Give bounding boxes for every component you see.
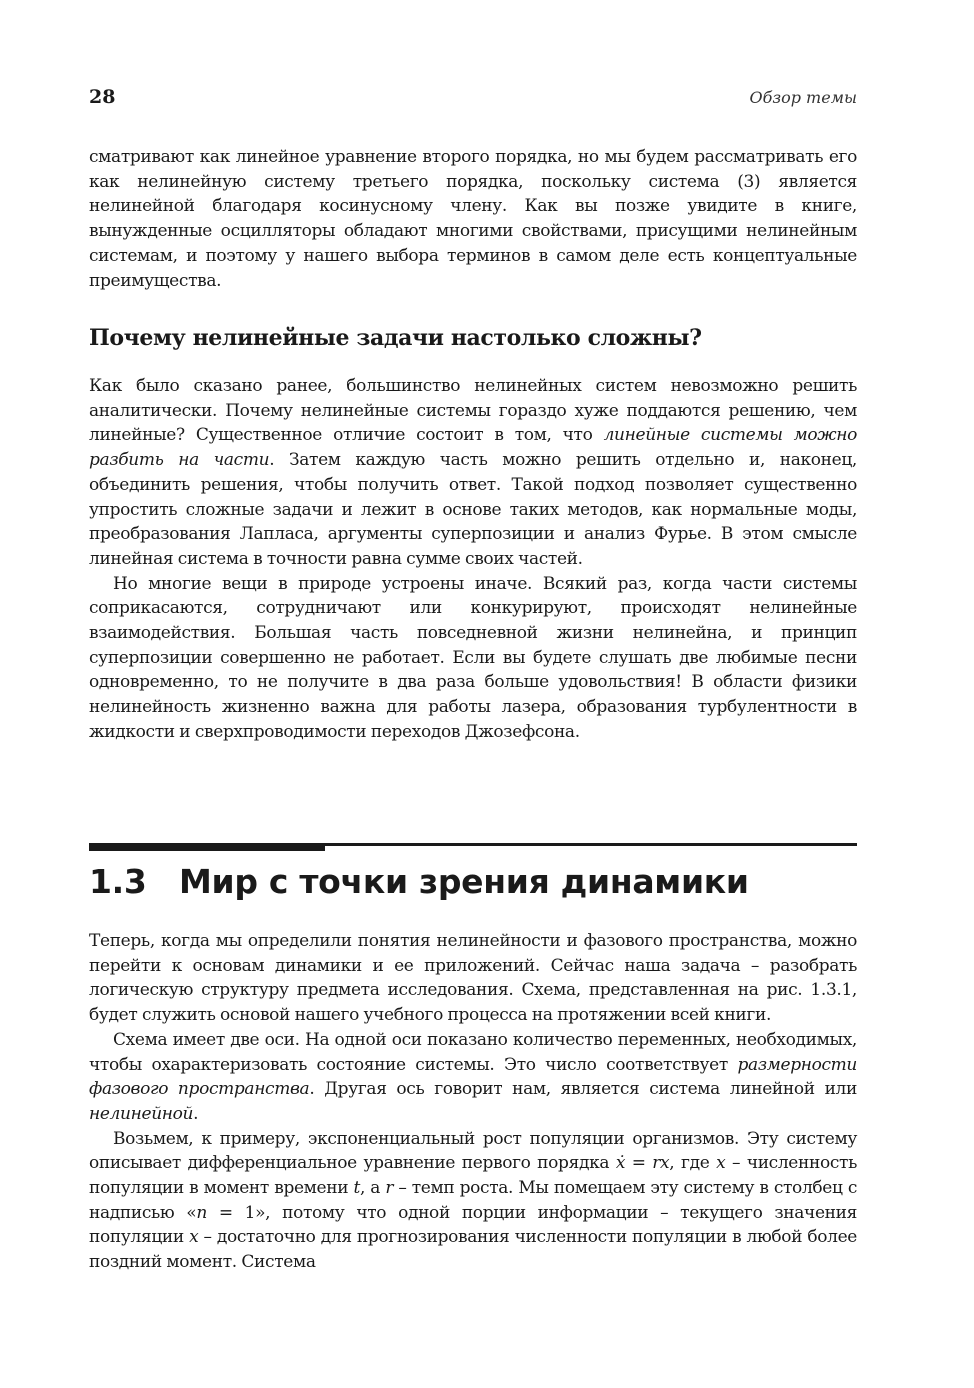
emphasis-run: размерности фазового пространства	[89, 1054, 857, 1100]
running-head	[89, 86, 857, 114]
text-run: .	[193, 1103, 199, 1124]
intro-block	[89, 145, 857, 293]
page-number: 28	[89, 86, 116, 108]
subsection-body	[89, 374, 857, 745]
text-run: Как было сказано ранее, большинство нелинейных систем невозможно решить аналитически. Почему нелинейные системы гораздо хуже поддаются решению, чем линейные? Существенное отличие состоит в том, что	[89, 376, 857, 446]
text-run: Возьмем, к примеру, экспоненциальный рост популяции организмов. Эту систему описывает дифференциальное уравнение первого порядка	[89, 1128, 857, 1174]
emphasis-run: линейные системы можно разбить на части	[89, 425, 858, 471]
paragraph-dynamics-3	[89, 1127, 857, 1275]
paragraph-nonlinear-1	[89, 374, 857, 572]
paragraph-dynamics-1: Теперь, когда мы определили понятия нелинейности и фазового пространства, можно перейти к основам динамики и ее приложений. Сейчас наша задача – разобрать логическую структуру предмета исследования. Схема, представленная на рис. 1.3.1, будет служить основой нашего учебного процесса на протяжении всей книги.	[89, 931, 857, 1026]
text-run: – достаточно для прогнозирования численности популяции в любой более поздний момент. Система	[89, 1227, 857, 1273]
section-title: Мир с точки зрения динамики	[179, 862, 749, 901]
section-number: 1.3	[89, 862, 147, 901]
text-run: , где	[669, 1153, 717, 1174]
section-body	[89, 929, 857, 1275]
text-run: . Другая ось говорит нам, является система линейной или	[309, 1079, 857, 1100]
subsection-heading: Почему нелинейные задачи настолько сложны?	[89, 325, 702, 351]
paragraph-dynamics-2	[89, 1028, 857, 1127]
emphasis-run: нелинейной	[89, 1103, 194, 1124]
paragraph-nonlinear-2: Но многие вещи в природе устроены иначе. Всякий раз, когда части системы соприкасаются, сотрудничают или конкурируют, происходят нелинейные взаимодействия. Большая часть повседневной жизни нелинейна, и принцип суперпозиции совершенно не работает. Если вы будете слушать две любимые песни одновременно, то не получите в два раза больше удовольствия! В области физики нелинейность жизненно важна для работы лазера, образования турбулентности в жидкости и сверхпроводимости переходов Джозефсона.	[89, 573, 857, 742]
equation-inline: ẋ = rx	[615, 1153, 670, 1174]
math-variable: n	[196, 1202, 207, 1223]
running-title: Обзор темы	[749, 88, 857, 107]
section-rule-accent	[89, 843, 325, 851]
math-variable: x	[189, 1227, 199, 1248]
text-run: Схема имеет две оси. На одной оси показано количество переменных, необходимых, чтобы охарактеризовать состояние системы. Это число соответствует	[89, 1029, 857, 1075]
math-variable: x	[716, 1153, 726, 1174]
text-run: = 1», потому что одной порции информации – текущего значения популяции	[89, 1202, 857, 1248]
math-variable: t	[353, 1178, 360, 1199]
text-run: – численность популяции в момент времени	[89, 1153, 857, 1199]
text-run: . Затем каждую часть можно решить отдельно и, наконец, объединить решения, чтобы получить ответ. Такой подход позволяет существенно упростить сложные задачи и лежит в основе таких методов, как нормальные моды, преобразования Лапласа, аргументы суперпозиции и анализ Фурье. В этом смысле линейная система в точности равна сумме своих частей.	[89, 450, 857, 569]
math-variable: r	[385, 1178, 394, 1199]
text-run: , а	[359, 1178, 386, 1199]
section-heading	[89, 862, 857, 901]
paragraph-intro: сматривают как линейное уравнение второго порядка, но мы будем рассматривать его как нелинейную систему третьего порядка, поскольку система (3) является нелинейной благодаря косинусному члену. Как вы позже увидите в книге, вынужденные осцилляторы обладают многими свойствами, присущими нелинейным системам, и поэтому у нашего выбора терминов в самом деле есть концептуальные преимущества.	[89, 147, 857, 291]
text-run: – темп роста. Мы помещаем эту систему в столбец с надписью «	[89, 1178, 857, 1223]
